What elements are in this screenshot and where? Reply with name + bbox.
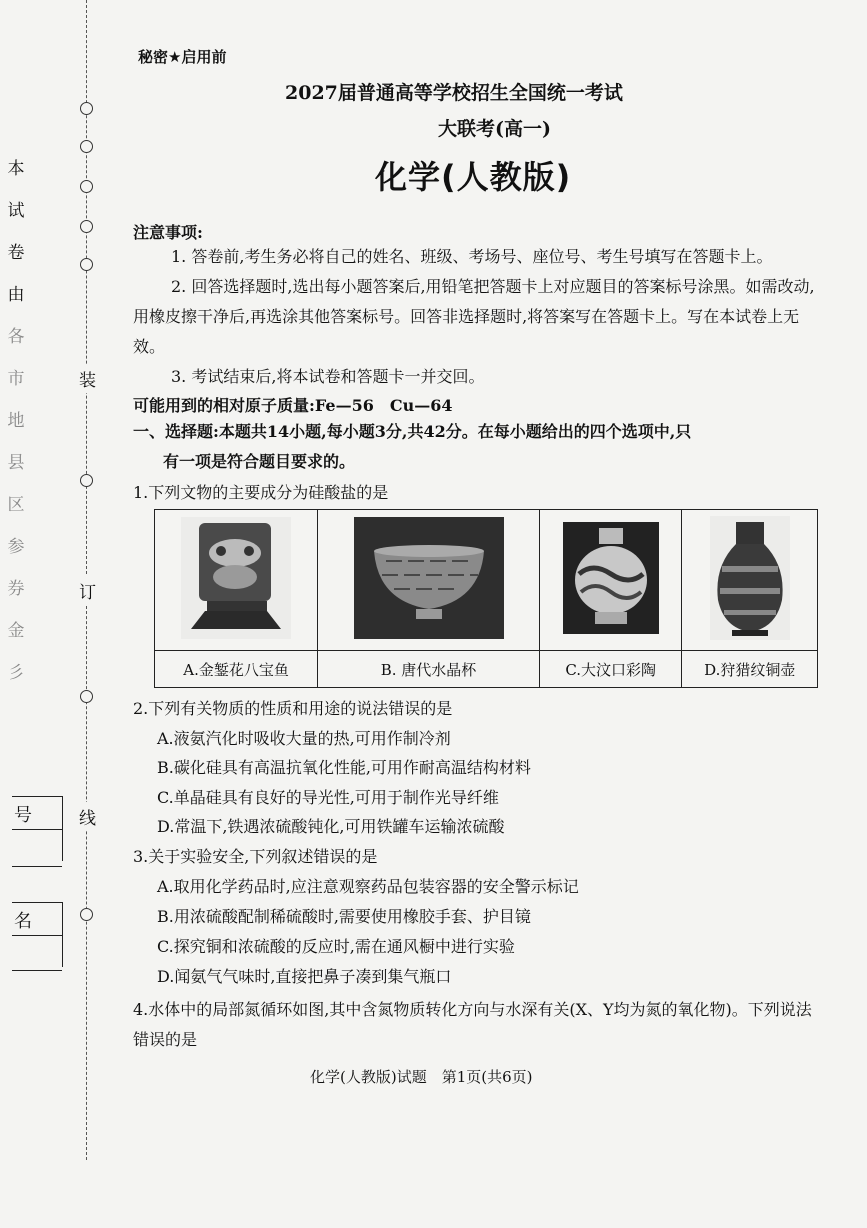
binding-ring (80, 180, 93, 193)
side-text-char: 试 (7, 201, 25, 221)
side-text-char: 本 (7, 159, 25, 179)
relic-image-cell (539, 510, 682, 651)
binding-ring (80, 258, 93, 271)
question-stem: 4.水体中的局部氮循环如图,其中含氮物质转化方向与水深有关(X、Y均为氮的氧化物)。下列说法错误的是 (133, 1000, 812, 1049)
binding-ring (80, 474, 93, 487)
side-text-char: 各 (7, 327, 25, 347)
relic-image-cell (155, 510, 318, 651)
question-stem: 2.下列有关物质的性质和用途的说法错误的是 (133, 699, 453, 718)
option: D.闻氨气气味时,直接把鼻子凑到集气瓶口 (157, 967, 452, 986)
relics-table (154, 509, 818, 688)
option: B.用浓硫酸配制稀硫酸时,需要使用橡胶手套、护目镜 (157, 907, 531, 926)
side-text-char: 地 (7, 411, 25, 431)
option-a-caption: A.金錾花八宝鱼 (155, 651, 318, 688)
bronze-pot-image (710, 516, 790, 640)
page-footer: 化学(人教版)试题 第1页(共6页) (310, 1068, 533, 1086)
option-b-caption: B. 唐代水晶杯 (318, 651, 540, 688)
side-text-char: 券 (7, 579, 25, 599)
side-text-char: 彡 (7, 663, 25, 683)
option: D.常温下,铁遇浓硫酸钝化,可用铁罐车运输浓硫酸 (157, 817, 505, 836)
exam-number-label: 号 (14, 805, 32, 826)
confidential-label: 秘密★启用前 (138, 48, 227, 66)
binding-ring (80, 102, 93, 115)
field-underline (12, 866, 62, 867)
option: A.取用化学药品时,应注意观察药品包装容器的安全警示标记 (157, 877, 579, 896)
option-c-caption: C.大汶口彩陶 (539, 651, 682, 688)
side-text-char: 卷 (7, 243, 25, 263)
question-stem: 3.关于实验安全,下列叙述错误的是 (133, 847, 378, 866)
note-item: 2. 回答选择题时,选出每小题答案后,用铅笔把答题卡上对应题目的答案标号涂黑。如需改动,用橡皮擦干净后,再选涂其他答案标号。回答非选择题时,将答案写在答题卡上。写在本试卷上无效。 (133, 277, 815, 356)
atomic-masses: 可能用到的相对原子质量:Fe—56 Cu—64 (133, 396, 453, 415)
option: A.液氨汽化时吸收大量的热,可用作制冷剂 (157, 729, 451, 748)
crystal-cup-image (354, 517, 504, 639)
notes-heading: 注意事项: (133, 223, 203, 242)
binding-mark-ding: 订 (79, 576, 96, 605)
exam-title: 2027届普通高等学校招生全国统一考试 (285, 82, 623, 104)
side-text-char: 县 (7, 453, 25, 473)
option: C.探究铜和浓硫酸的反应时,需在通风橱中进行实验 (157, 937, 515, 956)
binding-ring (80, 220, 93, 233)
gold-fish-image (181, 517, 291, 639)
relic-image-cell (682, 510, 818, 651)
subject-title: 化学(人教版) (375, 158, 572, 196)
name-field[interactable] (12, 902, 63, 967)
binding-ring (80, 908, 93, 921)
side-text-char: 由 (7, 285, 25, 305)
note-item: 1. 答卷前,考生务必将自己的姓名、班级、考场号、座位号、考生号填写在答题卡上。 (171, 247, 773, 266)
side-text-char: 市 (7, 369, 25, 389)
question-stem: 1.下列文物的主要成分为硅酸盐的是 (133, 483, 389, 502)
exam-subtitle: 大联考(高一) (438, 118, 551, 140)
field-underline (12, 970, 62, 971)
side-text-char: 区 (7, 495, 25, 515)
relic-image-cell (318, 510, 540, 651)
exam-number-field[interactable] (12, 796, 63, 861)
name-label: 名 (14, 911, 32, 932)
binding-ring (80, 690, 93, 703)
option: B.碳化硅具有高温抗氧化性能,可用作耐高温结构材料 (157, 758, 531, 777)
side-text-char: 金 (7, 621, 25, 641)
binding-mark-zhuang: 装 (79, 364, 96, 393)
painted-pottery-image (563, 522, 659, 634)
side-text-char: 参 (7, 537, 25, 557)
binding-ring (80, 140, 93, 153)
option: C.单晶硅具有良好的导光性,可用于制作光导纤维 (157, 788, 499, 807)
section-heading: 一、选择题:本题共14小题,每小题3分,共42分。在每小题给出的四个选项中,只 有一项是符合题目要求的。 (133, 422, 692, 471)
binding-mark-xian: 线 (79, 802, 96, 831)
note-item: 3. 考试结束后,将本试卷和答题卡一并交回。 (171, 367, 485, 386)
option-d-caption: D.狩猎纹铜壶 (682, 651, 818, 688)
